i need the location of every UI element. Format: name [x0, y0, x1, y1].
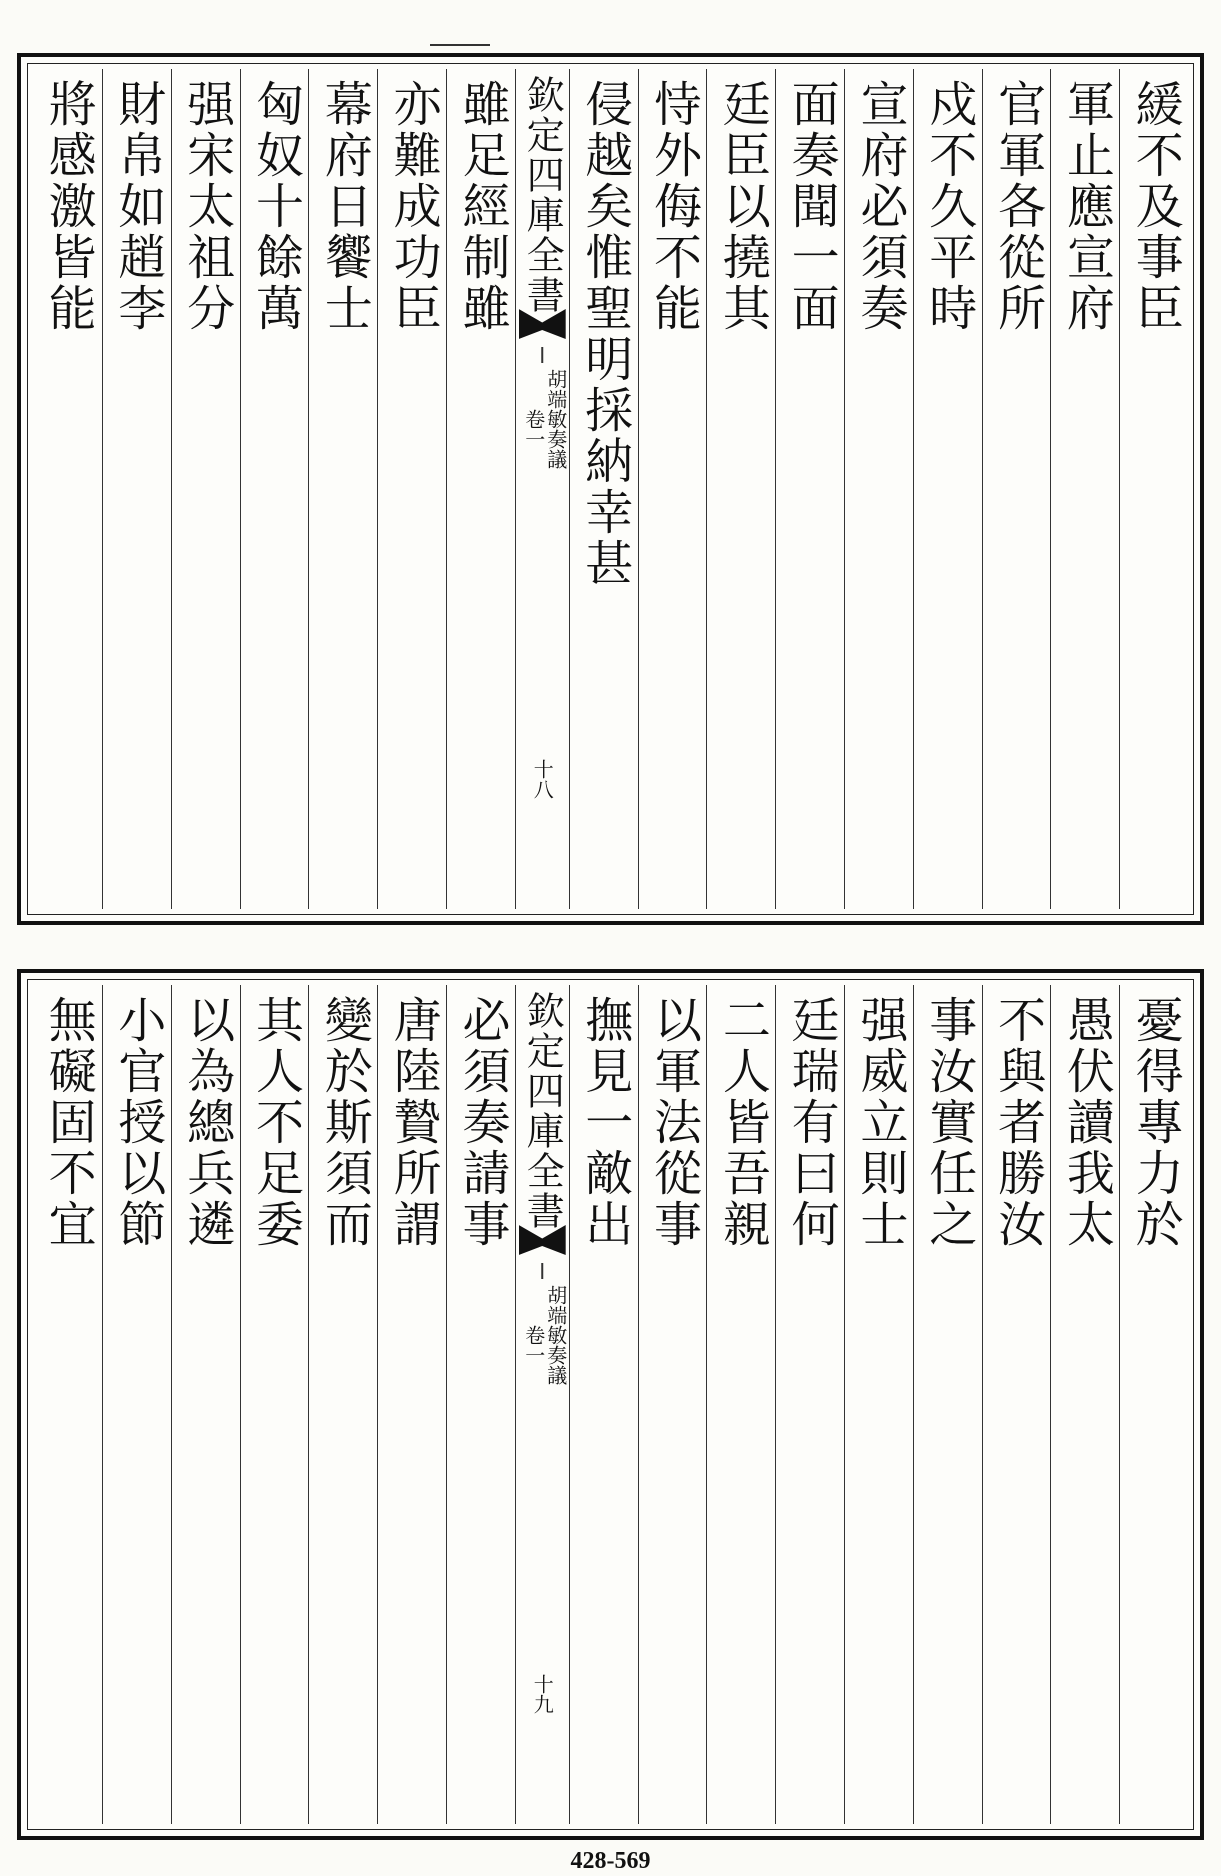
column-text: 廷瑞有曰何: [783, 995, 840, 1250]
text-column: [775, 69, 844, 909]
column-text: 亦難成功臣: [385, 79, 442, 334]
text-column: [706, 69, 775, 909]
column-text: 戍不久平時: [920, 79, 977, 334]
library-title: 欽定四庫全書: [520, 75, 565, 315]
text-column: [706, 985, 775, 1824]
text-column: [377, 69, 446, 909]
column-text: 必須奏請事: [453, 995, 510, 1250]
column-text: 以為總兵遴: [178, 995, 235, 1250]
column-text: 緩不及事臣: [1127, 79, 1184, 334]
top-page-columns: [33, 69, 1188, 909]
leaf-number: 十八: [530, 759, 555, 799]
fold-rule: [541, 347, 543, 363]
column-text: 以軍法從事: [645, 995, 702, 1250]
text-column: [1119, 985, 1188, 1824]
text-column: [240, 69, 309, 909]
text-column: [913, 69, 982, 909]
text-column: [102, 69, 171, 909]
fold-rule: [541, 1263, 543, 1279]
text-column: [844, 985, 913, 1824]
column-text: 愚伏讀我太: [1058, 995, 1115, 1250]
column-text: 無礙固不宜: [40, 995, 97, 1250]
text-column: [33, 985, 102, 1824]
volume-label: 卷一: [521, 409, 546, 449]
text-column: [308, 69, 377, 909]
text-column: [844, 69, 913, 909]
column-text: 廷臣以撓其: [714, 79, 771, 334]
column-text: 憂得專力於: [1127, 995, 1184, 1250]
text-column: [171, 69, 240, 909]
text-column: [1119, 69, 1188, 909]
text-column: [1050, 69, 1119, 909]
column-text: 二人皆吾親: [714, 995, 771, 1250]
text-column: [1050, 985, 1119, 1824]
page-footer-number: 428-569: [570, 1848, 651, 1874]
text-column: [102, 985, 171, 1824]
text-column: [569, 69, 638, 909]
column-text: 雖足經制雖: [453, 79, 510, 334]
top-page-frame: [17, 53, 1204, 925]
text-column: [982, 985, 1051, 1824]
text-column: [982, 69, 1051, 909]
column-text: 將感激皆能: [40, 79, 97, 334]
text-column: [308, 985, 377, 1824]
bottom-page-columns: [33, 985, 1188, 1824]
volume-label: 卷一: [521, 1325, 546, 1365]
column-text: 强威立則士: [851, 995, 908, 1250]
book-title: 胡端敏奏議: [543, 1285, 568, 1385]
text-column: [240, 985, 309, 1824]
column-text: 財帛如趙李: [109, 79, 166, 334]
book-title: 胡端敏奏議: [543, 369, 568, 469]
text-column: [446, 69, 515, 909]
column-text: 侵越矣惟聖明採納幸甚: [576, 79, 633, 589]
column-text: 變於斯須而: [316, 995, 373, 1250]
text-column: [446, 985, 515, 1824]
bottom-page-frame: [17, 969, 1204, 1840]
library-title: 欽定四庫全書: [520, 991, 565, 1231]
column-text: 唐陸贄所謂: [385, 995, 442, 1250]
column-text: 幕府日饗士: [316, 79, 373, 334]
column-text: 宣府必須奏: [851, 79, 908, 334]
center-fold-column: [515, 985, 569, 1824]
leaf-number: 十九: [530, 1674, 555, 1714]
top-rule-mark: [430, 44, 490, 46]
column-text: 事汝實任之: [920, 995, 977, 1250]
column-text: 恃外侮不能: [645, 79, 702, 334]
text-column: [377, 985, 446, 1824]
column-text: 小官授以節: [109, 995, 166, 1250]
column-text: 不與者勝汝: [989, 995, 1046, 1250]
column-text: 强宋太祖分: [178, 79, 235, 334]
text-column: [638, 69, 707, 909]
column-text: 軍止應宣府: [1058, 79, 1115, 334]
column-text: 其人不足委: [247, 995, 304, 1250]
text-column: [171, 985, 240, 1824]
text-column: [638, 985, 707, 1824]
center-fold-column: [515, 69, 569, 909]
column-text: 匈奴十餘萬: [247, 79, 304, 334]
text-column: [913, 985, 982, 1824]
text-column: [33, 69, 102, 909]
column-text: 撫見一敵出: [576, 995, 633, 1250]
text-column: [775, 985, 844, 1824]
column-text: 官軍各從所: [989, 79, 1046, 334]
text-column: [569, 985, 638, 1824]
column-text: 面奏聞一面: [783, 79, 840, 334]
